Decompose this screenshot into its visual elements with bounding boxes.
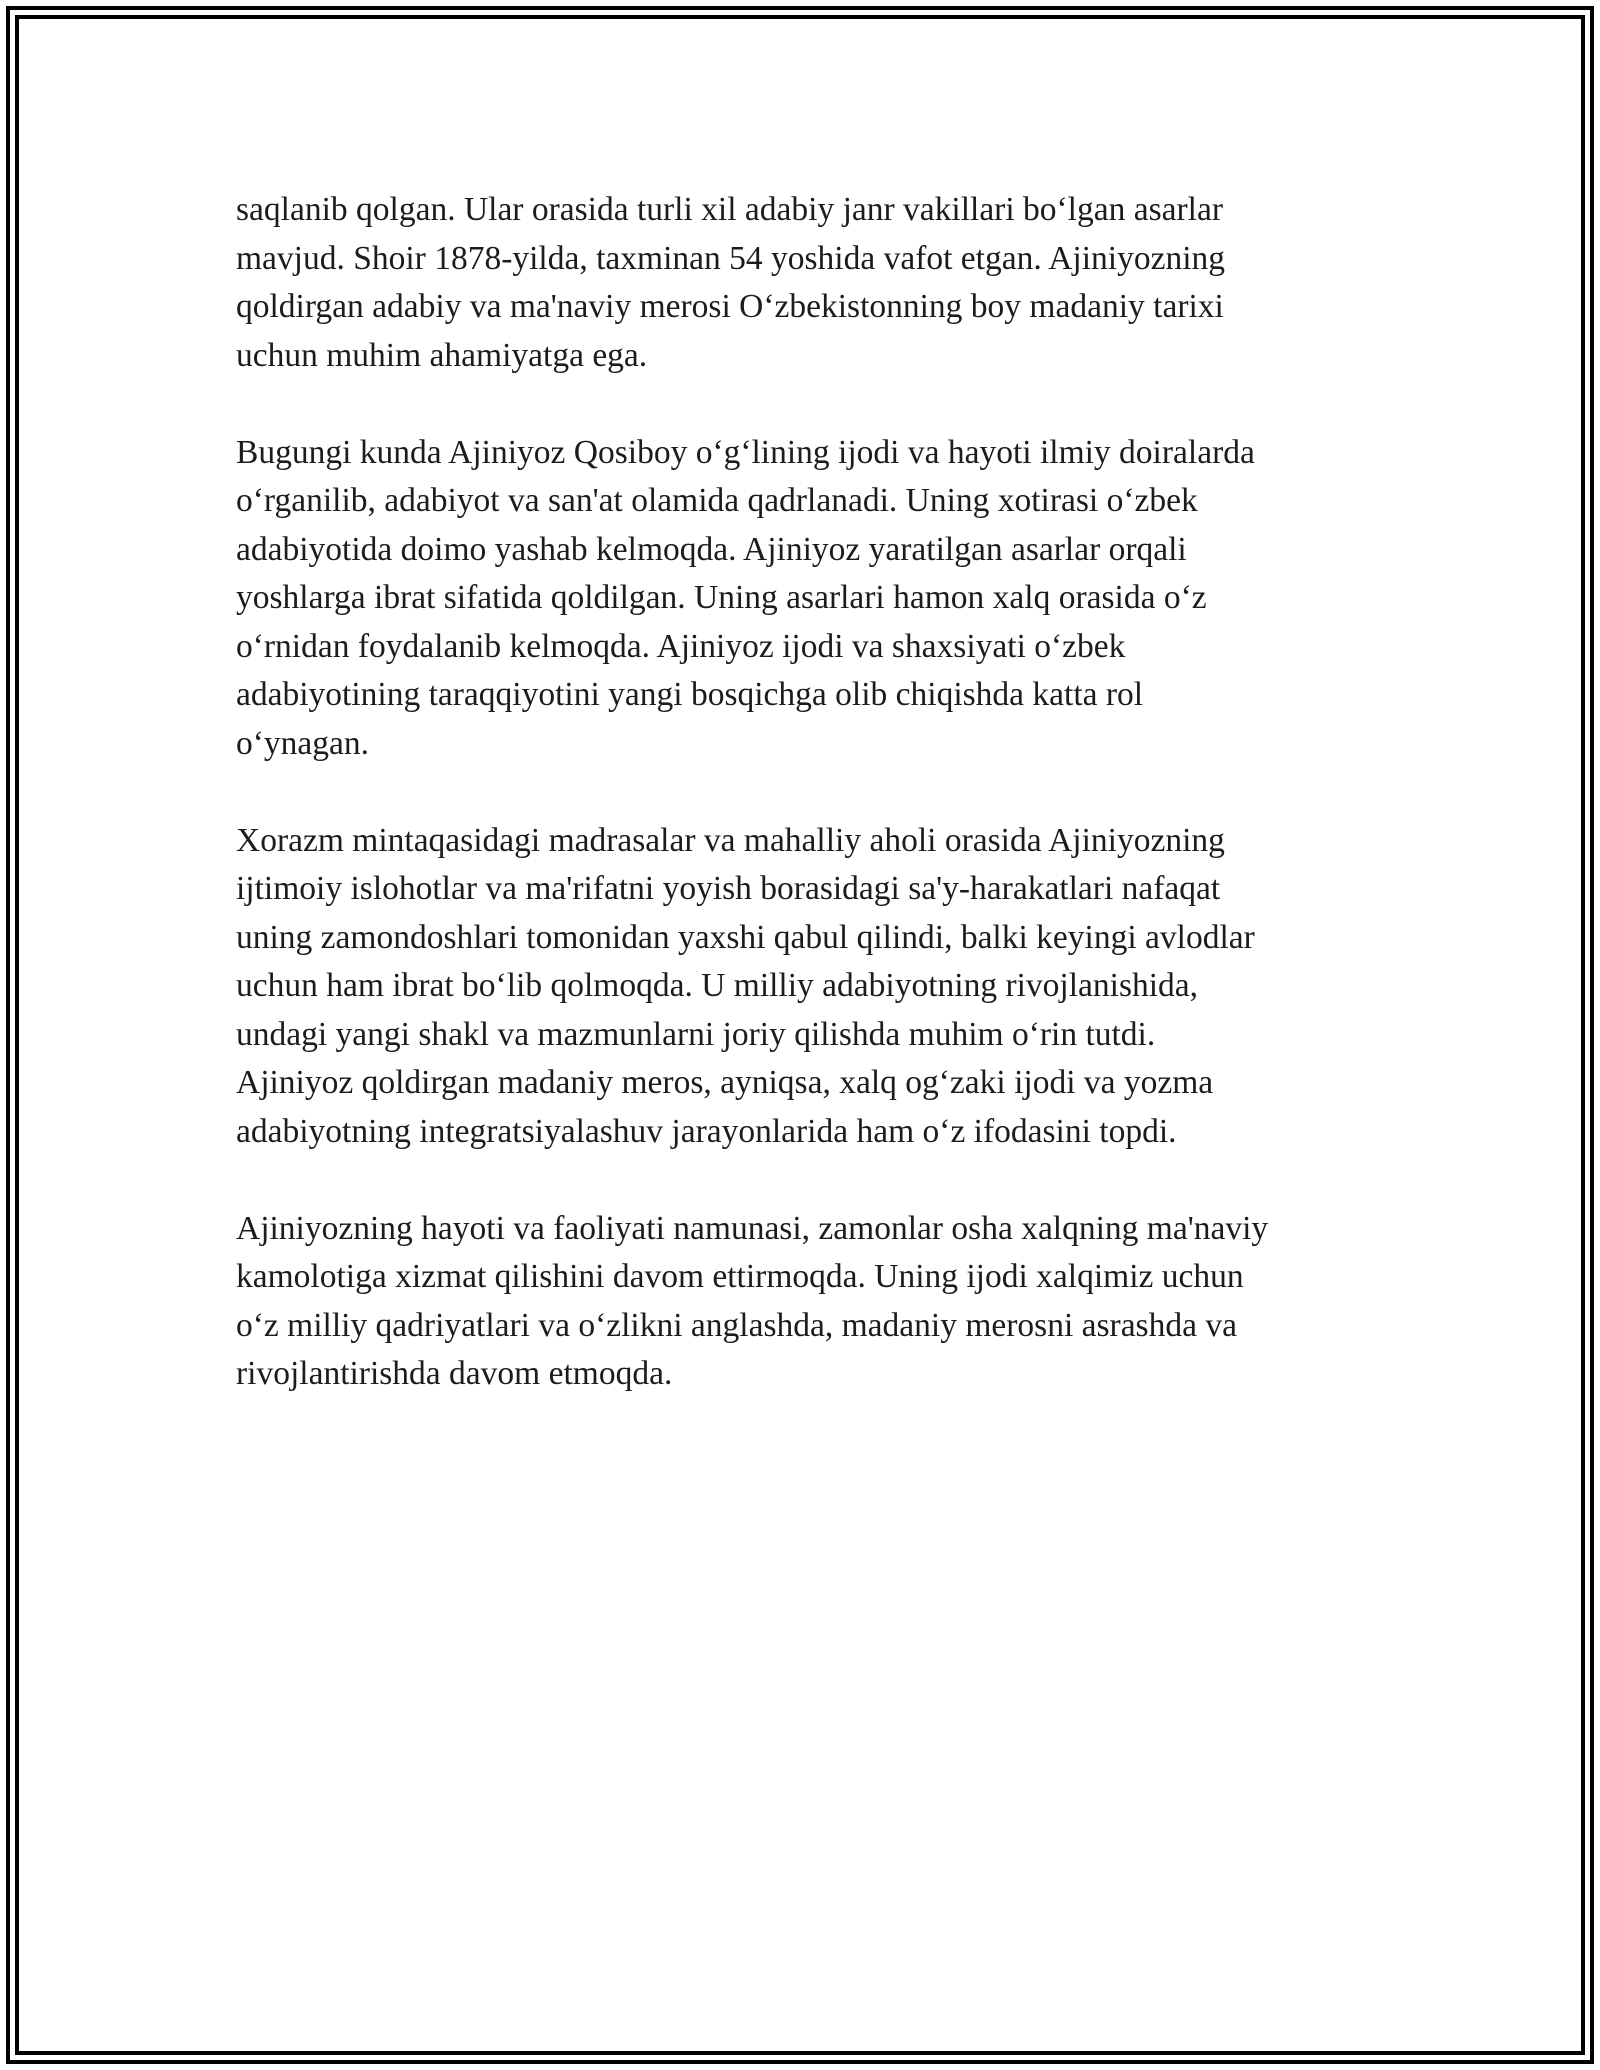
text-line: yoshlarga ibrat sifatida qoldilgan. Uning asarlari hamon xalq orasida o‘z xyxy=(236,579,1207,616)
paragraph-2 xyxy=(236,429,1376,769)
text-line: o‘ynagan. xyxy=(236,724,370,762)
paragraph-3 xyxy=(236,817,1376,1157)
page-body xyxy=(236,186,1376,1447)
text-line: mavjud. Shoir 1878-yilda, taxminan 54 yoshida vafot etgan. Ajiniyozning xyxy=(236,239,1226,277)
paragraph-4 xyxy=(236,1205,1376,1399)
text-line: adabiyotning integratsiyalashuv jarayonlarida ham o‘z ifodasini topdi. xyxy=(236,1112,1177,1150)
text-line: Ajiniyozning hayoti va faoliyati namunasi, zamonlar osha xalqning ma'naviy xyxy=(236,1209,1269,1247)
text-line: Bugungi kunda Ajiniyoz Qosiboy o‘g‘lining ijodi va hayoti ilmiy doiralarda xyxy=(236,433,1255,471)
text-line: rivojlantirishda davom etmoqda. xyxy=(236,1355,673,1392)
text-line: adabiyotida doimo yashab kelmoqda. Ajiniyoz yaratilgan asarlar orqali xyxy=(236,530,1187,568)
text-line: uchun muhim ahamiyatga ega. xyxy=(236,336,648,374)
text-line: o‘z milliy qadriyatlari va o‘zlikni anglashda, madaniy merosni asrashda va xyxy=(236,1306,1237,1344)
text-line: qoldirgan adabiy va ma'naviy merosi O‘zbekistonning boy madaniy tarixi xyxy=(236,288,1224,325)
text-line: o‘rnidan foydalanib kelmoqda. Ajiniyoz ijodi va shaxsiyati o‘zbek xyxy=(236,627,1126,665)
text-line: o‘rganilib, adabiyot va san'at olamida qadrlanadi. Uning xotirasi o‘zbek xyxy=(236,482,1198,519)
text-line: saqlanib qolgan. Ular orasida turli xil adabiy janr vakillari bo‘lgan asarlar xyxy=(236,191,1223,228)
text-line: Ajiniyoz qoldirgan madaniy meros, ayniqsa, xalq og‘zaki ijodi va yozma xyxy=(236,1064,1214,1101)
paragraph-1 xyxy=(236,186,1376,380)
text-line: undagi yangi shakl va mazmunlarni joriy qilishda muhim o‘rin tutdi. xyxy=(236,1015,1156,1053)
text-line: uning zamondoshlari tomonidan yaxshi qabul qilindi, balki keyingi avlodlar xyxy=(236,918,1255,956)
text-line: uchun ham ibrat bo‘lib qolmoqda. U milliy adabiyotning rivojlanishida, xyxy=(236,967,1199,1004)
text-line: Xorazm mintaqasidagi madrasalar va mahalliy aholi orasida Ajiniyozning xyxy=(236,821,1225,859)
text-line: kamolotiga xizmat qilishini davom ettirmoqda. Uning ijodi xalqimiz uchun xyxy=(236,1258,1244,1295)
text-line: adabiyotining taraqqiyotini yangi bosqichga olib chiqishda katta rol xyxy=(236,676,1144,713)
text-line: ijtimoiy islohotlar va ma'rifatni yoyish borasidagi sa'y-harakatlari nafaqat xyxy=(236,870,1221,907)
